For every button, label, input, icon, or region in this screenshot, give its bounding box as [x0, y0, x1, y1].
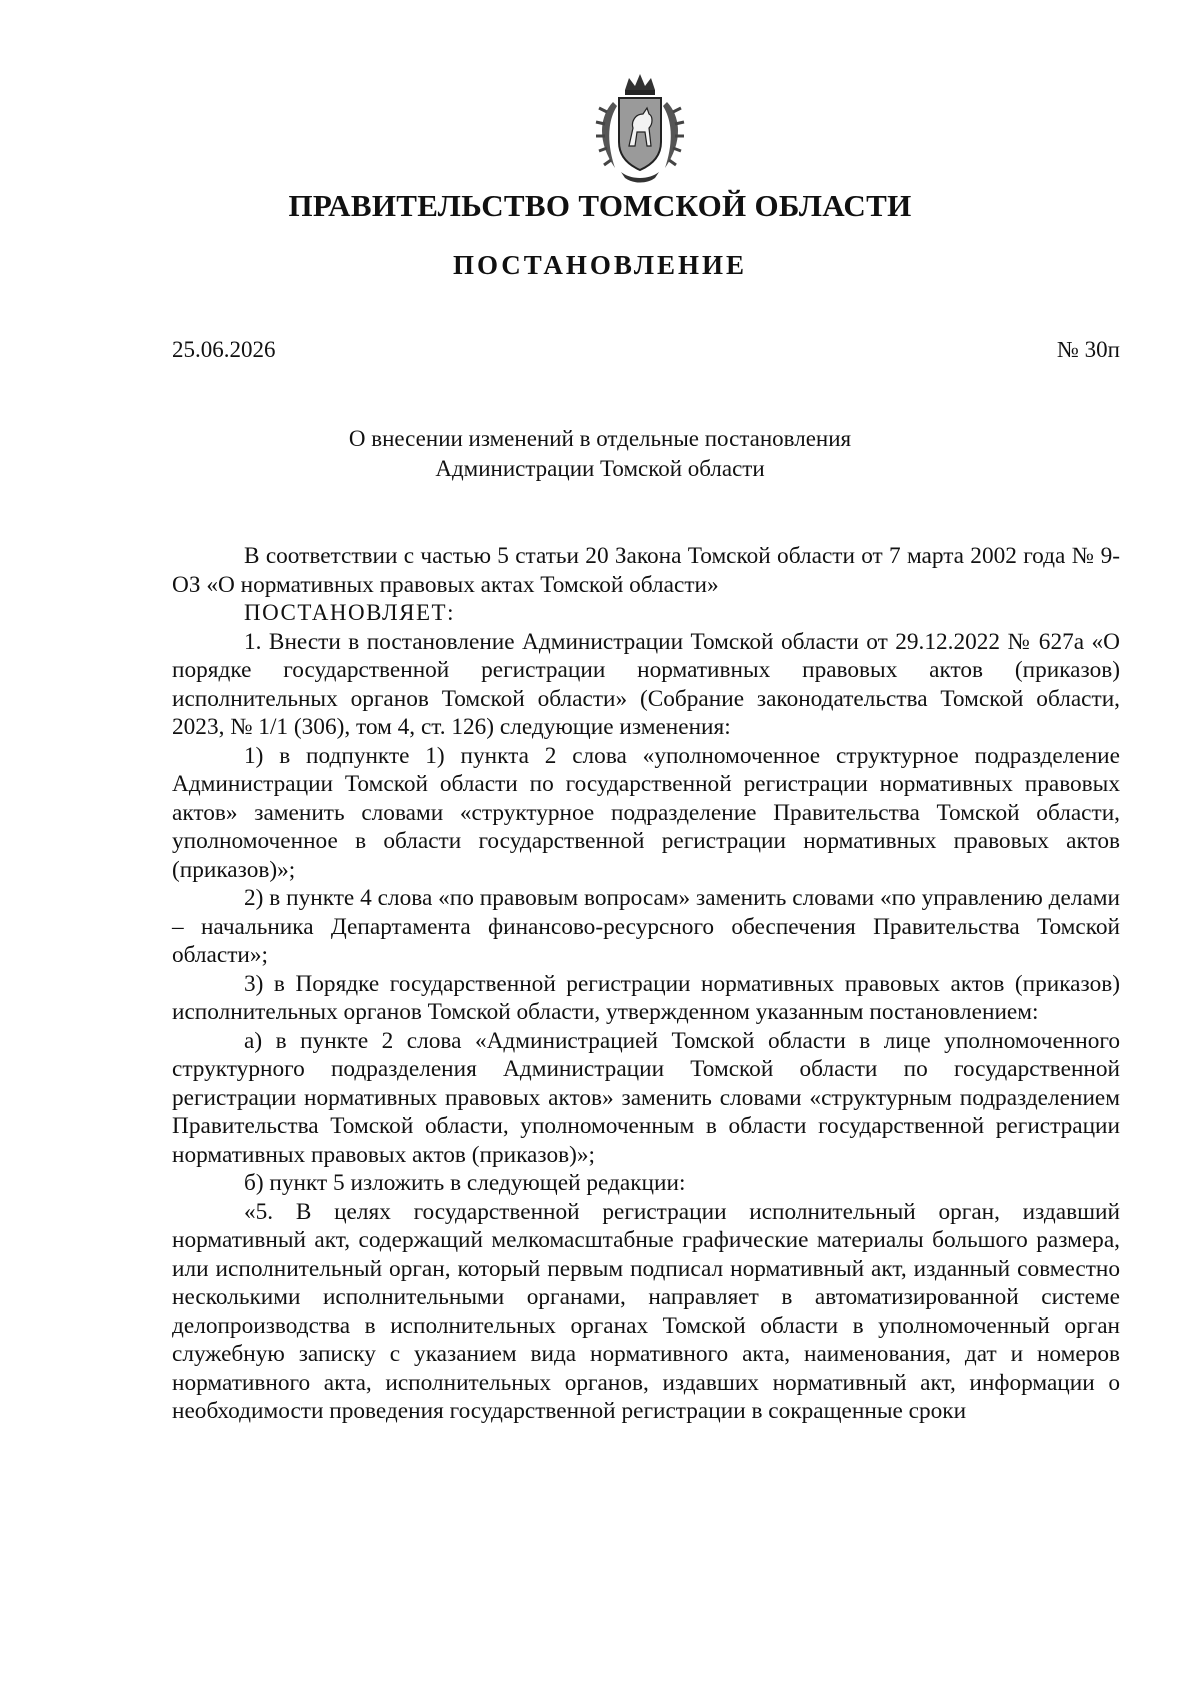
paragraph-subitem-3: 3) в Порядке государственной регистрации нормативных правовых актов (приказов) исполнительных органов Томской области, утвержденном указанным постановлением:: [172, 970, 1120, 1025]
tomsk-coat-of-arms-icon: [585, 72, 695, 184]
document-date: 25.06.2026: [172, 337, 276, 362]
document-type: ПОСТАНОВЛЕНИЕ: [452, 250, 748, 280]
paragraph-subitem-1: 1) в подпункте 1) пункта 2 слова «уполномоченное структурное подразделение Администрации Томской области по государственной регистрации нормативных правовых актов» заменить словами «структурное подразделение Правительства Томской области, уполномоченное в области государственной регистрации нормативных правовых актов (приказов)»;: [172, 742, 1120, 883]
subject-line-1: О внесении изменений в отдельные постановления: [348, 426, 852, 451]
organization-title: ПРАВИТЕЛЬСТВО ТОМСКОЙ ОБЛАСТИ: [288, 188, 912, 223]
paragraph-subitem-2: 2) в пункте 4 слова «по правовым вопросам» заменить словами «по управлению делами – начальника Департамента финансово-ресурсного обеспечения Правительства Томской области»;: [172, 885, 1120, 968]
paragraph-subitem-a: а) в пункте 2 слова «Администрацией Томской области в лице уполномоченного структурного подразделения Администрации Томской области по государственной регистрации нормативных правовых актов» заменить словами «структурным подразделением Правительства Томской области, уполномоченным в области государственной регистрации нормативных правовых актов (приказов)»;: [172, 1027, 1120, 1168]
subject-line-2: Администрации Томской области: [435, 456, 765, 481]
paragraph-subitem-b: б) пункт 5 изложить в следующей редакции:: [244, 1170, 686, 1196]
paragraph-item-1: 1. Внести в постановление Администрации Томской области от 29.12.2022 № 627а «О порядке государственной регистрации нормативных правовых актов (приказов) исполнительных органов Томской области» (Собрание законодательства Томской области, 2023, № 1/1 (306), том 4, ст. 126) следующие изменения:: [172, 628, 1120, 740]
document-number: № 30п: [1056, 337, 1120, 362]
paragraph-preamble: В соответствии с частью 5 статьи 20 Закона Томской области от 7 марта 2002 года № 9-ОЗ «О нормативных правовых актах Томской области»: [172, 543, 1120, 598]
paragraph-clause-5: «5. В целях государственной регистрации исполнительный орган, издавший нормативный акт, содержащий мелкомасштабные графические материалы большого размера, или исполнительный орган, который первым подписал нормативный акт, изданный совместно несколькими исполнительными органами, направляет в автоматизированной системе делопроизводства в исполнительных органах Томской области в уполномоченный орган служебную записку с указанием вида нормативного акта, наименования, дат и номеров нормативного акта, исполнительных органов, издавших нормативный акт, информации о необходимости проведения государственной регистрации в сокращенные сроки: [172, 1198, 1120, 1424]
document-subject: [0, 424, 1200, 484]
paragraph-resolves: ПОСТАНОВЛЯЕТ:: [244, 600, 455, 625]
document-body: [172, 542, 1120, 1426]
